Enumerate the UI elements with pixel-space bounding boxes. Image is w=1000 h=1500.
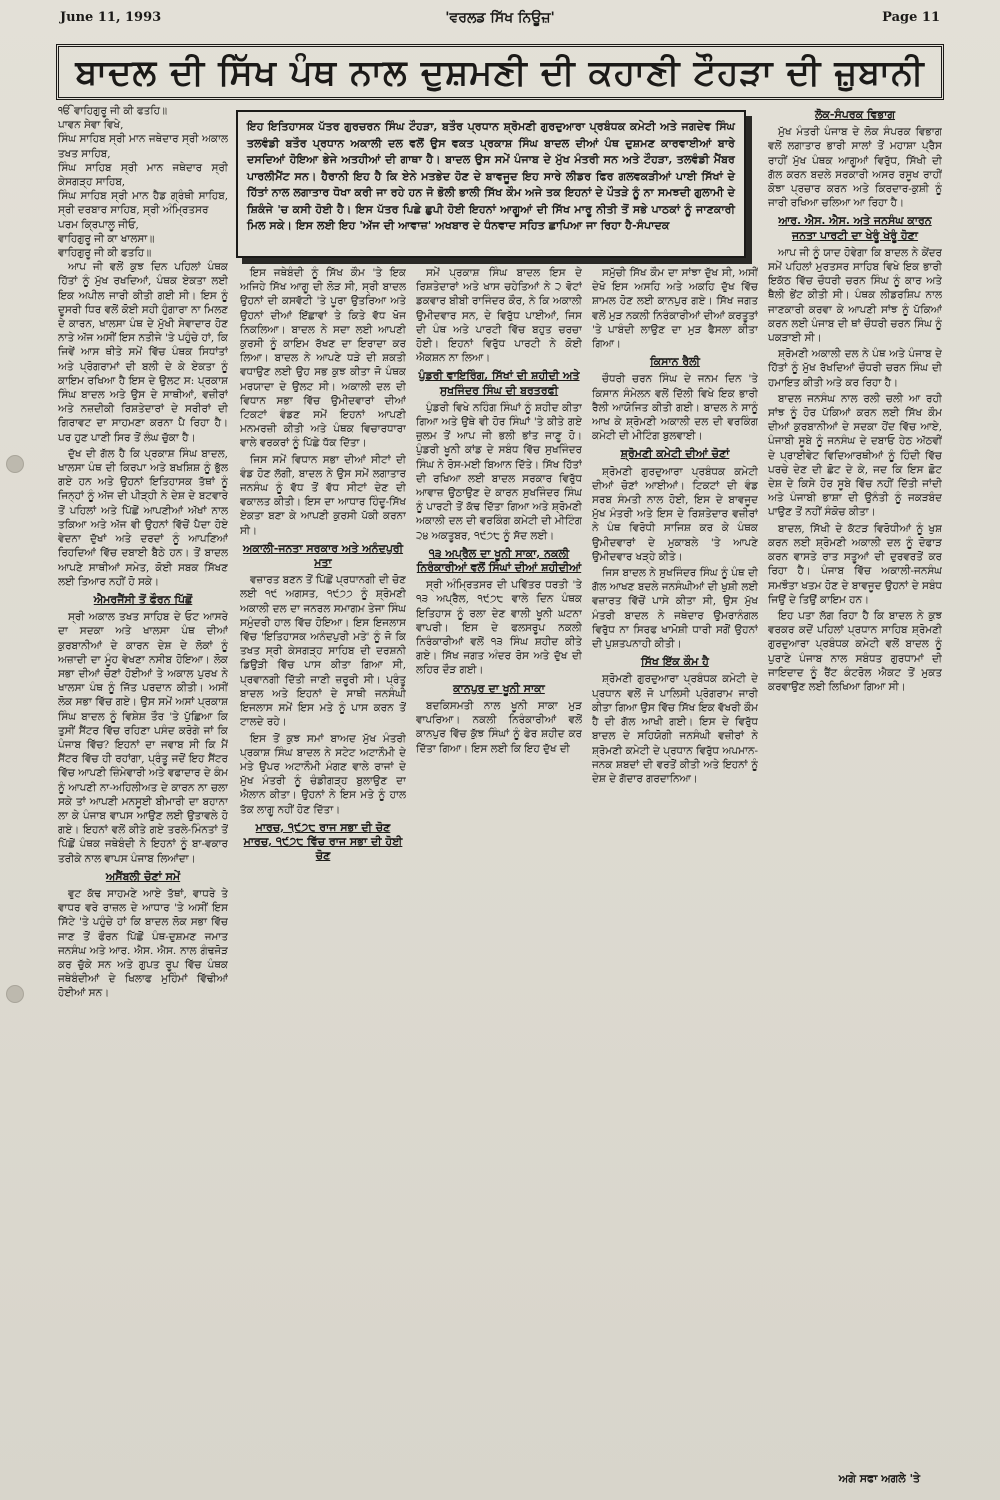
column-4 <box>592 266 758 1494</box>
paragraph: ਇਸ ਜਥੇਬੰਦੀ ਨੂੰ ਸਿੱਖ ਕੌਮ 'ਤੇ ਇਕ ਅਜਿਹੇ ਸਿੱਖ ਆਗੂ ਦੀ ਲੋੜ ਸੀ, ਸ੍ਰੀ ਬਾਦਲ ਉਹਨਾਂ ਦੀ ਕਸਵੱਟੀ 'ਤੇ ਪੂਰਾ ਉਤਰਿਆ ਅਤੇ ਉਹਨਾਂ ਦੀਆਂ ਇੱਛਾਵਾਂ ਤੇ ਕਿਤੇ ਵੱਧ ਖੋਜ ਨਿਕਲਿਆ। ਬਾਦਲ ਨੇ ਸਦਾ ਲਈ ਆਪਣੀ ਕੁਰਸੀ ਨੂੰ ਕਾਇਮ ਰੱਖਣ ਦਾ ਇਰਾਦਾ ਕਰ ਲਿਆ। ਬਾਦਲ ਨੇ ਆਪਣੇ ਧੜੇ ਦੀ ਸ਼ਕਤੀ ਵਧਾਉਣ ਲਈ ਉਹ ਸਭ ਕੁਝ ਕੀਤਾ ਜੋ ਪੰਥਕ ਮਰਯਾਦਾ ਦੇ ਉਲਟ ਸੀ। ਅਕਾਲੀ ਦਲ ਦੀ ਵਿਧਾਨ ਸਭਾ ਵਿੱਚ ਉਮੀਦਵਾਰਾਂ ਦੀਆਂ ਟਿਕਟਾਂ ਵੰਡਣ ਸਮੇਂ ਇਹਨਾਂ ਆਪਣੀ ਮਨਮਰਜ਼ੀ ਕੀਤੀ ਅਤੇ ਪੰਥਕ ਵਿਚਾਰਧਾਰਾ ਵਾਲੇ ਵਰਕਰਾਂ ਨੂੰ ਪਿੱਛੇ ਧੱਕ ਦਿੱਤਾ। <box>240 267 406 450</box>
issue-date: June 11, 1993 <box>60 10 162 25</box>
salutation-line: ਵਾਹਿਗੁਰੂ ਜੀ ਕਾ ਖਾਲਸਾ॥ <box>58 232 155 245</box>
paragraph: ਸਮੁੱਚੀ ਸਿੱਖ ਕੌਮ ਦਾ ਸਾਂਝਾ ਦੁੱਖ ਸੀ, ਅਸੀਂ ਦੇਖੋ ਇਸ ਅਸਹਿ ਅਤੇ ਅਕਹਿ ਦੁੱਖ ਵਿੱਚ ਸ਼ਾਮਲ ਹੋਣ ਲਈ ਕਾਨਪੁਰ ਗਏ। ਸਿੱਖ ਜਗਤ ਵਲੋਂ ਮੁੜ ਨਕਲੀ ਨਿਰੰਕਾਰੀਆਂ ਦੀਆਂ ਕਰਤੂਤਾਂ 'ਤੇ ਪਾਬੰਦੀ ਲਾਉਣ ਦਾ ਮੁੜ ਫੈਸਲਾ ਕੀਤਾ ਗਿਆ। <box>592 267 758 351</box>
headline: ਬਾਦਲ ਦੀ ਸਿੱਖ ਪੰਥ ਨਾਲ ਦੁਸ਼ਮਣੀ ਦੀ ਕਹਾਣੀ ਟੌਹੜਾ ਦੀ ਜ਼ੁਬਾਨੀ <box>56 44 944 100</box>
section-heading: ਮਾਰਚ, ੧੯੭੮ ਰਾਜ ਸਭਾ ਦੀ ਚੋਣ ਮਾਰਚ, ੧੯੭੮ ਵਿੱਚ ਰਾਜ ਸਭਾ ਦੀ ਹੋਈ ਚੋਣ <box>243 820 403 863</box>
paragraph: ਚੌਧਰੀ ਚਰਨ ਸਿੰਘ ਦੇ ਜਨਮ ਦਿਨ 'ਤੇ ਕਿਸਾਨ ਸੰਮੇਲਨ ਵਲੋਂ ਦਿੱਲੀ ਵਿਖੇ ਇਕ ਭਾਰੀ ਰੈਲੀ ਆਯੋਜਿਤ ਕੀਤੀ ਗਈ। ਬਾਦਲ ਨੇ ਸਾਨੂੰ ਆਖ ਕੇ ਸ਼੍ਰੋਮਣੀ ਅਕਾਲੀ ਦਲ ਦੀ ਵਰਕਿੰਗ ਕਮੇਟੀ ਦੀ ਮੀਟਿੰਗ ਬੁਲਵਾਈ। <box>592 373 758 443</box>
continued-label: ਅਗੇ ਸਫਾ ਅਗਲੇ 'ਤੇ <box>838 1472 920 1485</box>
paragraph: ਜਿਸ ਬਾਦਲ ਨੇ ਸੁਖਜਿੰਦਰ ਸਿੰਘ ਨੂੰ ਪੰਥ ਦੀ ਗੱਲ ਆਖਣ ਬਦਲੇ ਜਨਸੰਘੀਆਂ ਦੀ ਖੁਸ਼ੀ ਲਈ ਵਜ਼ਾਰਤ ਵਿੱਚੋਂ ਪਾਸੇ ਕੀਤਾ ਸੀ, ਉਸ ਮੁੱਖ ਮੰਤਰੀ ਬਾਦਲ ਨੇ ਜਥੇਦਾਰ ਉਮਰਾਨੰਗਲ ਵਿਰੁੱਧ ਨਾ ਸਿਰਫ ਖਾਮੋਸ਼ੀ ਧਾਰੀ ਸਗੋਂ ਉਹਨਾਂ ਦੀ ਪੁਸ਼ਤਪਨਾਹੀ ਕੀਤੀ। <box>592 567 758 651</box>
paragraph: ਪੁੰਡਰੀ ਵਿਖੇ ਨਹਿੰਗ ਸਿੰਘਾਂ ਨੂੰ ਸ਼ਹੀਦ ਕੀਤਾ ਗਿਆ ਅਤੇ ਉਥੇ ਵੀ ਹੋਰ ਸਿੰਘਾਂ 'ਤੇ ਕੀਤੇ ਗਏ ਜ਼ੁਲਮ ਤੋਂ ਆਪ ਜੀ ਭਲੀ ਭਾਂਤ ਜਾਣੂ ਹੋ। ਪੁੰਡਰੀ ਖੂਨੀ ਕਾਂਡ ਦੇ ਸਬੰਧ ਵਿੱਚ ਸੁਖਜਿੰਦਰ ਸਿੰਘ ਨੇ ਰੋਸ-ਮਈ ਬਿਆਨ ਦਿੱਤੇ। ਸਿੱਖ ਹਿੱਤਾਂ ਦੀ ਰਖਿਆ ਲਈ ਬਾਦਲ ਸਰਕਾਰ ਵਿਰੁੱਧ ਆਵਾਜ਼ ਉਠਾਉਣ ਦੇ ਕਾਰਨ ਸੁਖਜਿੰਦਰ ਸਿੰਘ ਨੂੰ ਪਾਰਟੀ ਤੋਂ ਕੱਢ ਦਿੱਤਾ ਗਿਆ ਅਤੇ ਸ਼੍ਰੋਮਣੀ ਅਕਾਲੀ ਦਲ ਦੀ ਵਰਕਿੰਗ ਕਮੇਟੀ ਦੀ ਮੀਟਿੰਗ ੨੪ ਅਕਤੂਬਰ, ੧੯੭੮ ਨੂੰ ਸੱਦ ਲਈ। <box>416 401 582 542</box>
paragraph: ਸਮੇਂ ਪ੍ਰਕਾਸ਼ ਸਿੰਘ ਬਾਦਲ ਇਸ ਦੇ ਰਿਸ਼ਤੇਦਾਰਾਂ ਅਤੇ ਖਾਸ ਚਹੇਤਿਆਂ ਨੇ ੨ ਵੋਟਾਂ ਡਕਵਾਰ ਬੀਬੀ ਰਾਜਿੰਦਰ ਕੌਰ, ਨੇ ਕਿ ਅਕਾਲੀ ਉਮੀਦਵਾਰ ਸਨ, ਦੇ ਵਿਰੁੱਧ ਪਾਈਆਂ, ਜਿਸ ਦੀ ਪੰਥ ਅਤੇ ਪਾਰਟੀ ਵਿੱਚ ਬਹੁਤ ਚਰਚਾ ਹੋਈ। ਇਹਨਾਂ ਵਿਰੁੱਧ ਪਾਰਟੀ ਨੇ ਕੋਈ ਐਕਸ਼ਨ ਨਾ ਲਿਆ। <box>416 267 582 365</box>
paragraph: ਜਿਸ ਸਮੇਂ ਵਿਧਾਨ ਸਭਾ ਦੀਆਂ ਸੀਟਾਂ ਦੀ ਵੰਡ ਹੋਣ ਲੱਗੀ, ਬਾਦਲ ਨੇ ਉਸ ਸਮੇਂ ਲਗਾਤਾਰ ਜਨਸੰਘ ਨੂੰ ਵੱਧ ਤੋਂ ਵੱਧ ਸੀਟਾਂ ਦੇਣ ਦੀ ਵਕਾਲਤ ਕੀਤੀ। ਇਸ ਦਾ ਆਧਾਰ ਹਿੰਦੂ-ਸਿੱਖ ਏਕਤਾ ਬਣਾ ਕੇ ਆਪਣੀ ਕੁਰਸੀ ਪੱਕੀ ਕਰਨਾ ਸੀ। <box>240 453 406 537</box>
section-heading: ੧੩ ਅਪ੍ਰੈਲ ਦਾ ਖੂਨੀ ਸਾਕਾ, ਨਕਲੀ ਨਿਰੰਕਾਰੀਆਂ ਵਲੋਂ ਸਿੰਘਾਂ ਦੀਆਂ ਸ਼ਹੀਦੀਆਂ <box>416 546 582 575</box>
paragraph: ਸ੍ਰੀ ਅੰਮ੍ਰਿਤਸਰ ਦੀ ਪਵਿੱਤਰ ਧਰਤੀ 'ਤੇ ੧੩ ਅਪ੍ਰੈਲ, ੧੯੭੮ ਵਾਲੇ ਦਿਨ ਪੰਥਕ ਇਤਿਹਾਸ ਨੂੰ ਰਲਾ ਦੇਣ ਵਾਲੀ ਖੂਨੀ ਘਟਨਾ ਵਾਪਰੀ। ਇਸ ਦੇ ਫਲਸਰੂਪ ਨਕਲੀ ਨਿਰੰਕਾਰੀਆਂ ਵਲੋਂ ੧੩ ਸਿੰਘ ਸ਼ਹੀਦ ਕੀਤੇ ਗਏ। ਸਿੱਖ ਜਗਤ ਅੰਦਰ ਰੋਸ ਅਤੇ ਦੁੱਖ ਦੀ ਲਹਿਰ ਦੌੜ ਗਈ। <box>416 579 582 677</box>
section-heading: ਲੋਕ-ਸੰਪਰਕ ਵਿਭਾਗ <box>814 108 896 121</box>
salutation-line: ਪਰਮ ਕ੍ਰਿਪਾਲੂ ਜੀਓ, <box>58 218 139 231</box>
column-5 <box>768 104 942 1474</box>
paragraph: ਵਜ਼ਾਰਤ ਬਣਨ ਤੋਂ ਪਿੱਛੋਂ ਪ੍ਰਧਾਨਗੀ ਦੀ ਚੋਣ ਲਈ ੧੯ ਅਗਸਤ, ੧੯੭੭ ਨੂੰ ਸ਼੍ਰੋਮਣੀ ਅਕਾਲੀ ਦਲ ਦਾ ਜਨਰਲ ਸਮਾਗਮ ਤੇਜਾ ਸਿੰਘ ਸਮੁੰਦਰੀ ਹਾਲ ਵਿੱਚ ਹੋਇਆ। ਇਸ ਇਜਲਾਸ ਵਿੱਚ 'ਇਤਿਹਾਸਕ ਅਨੰਦਪੁਰੀ ਮਤੇ' ਨੂੰ ਜੋ ਕਿ ਤਖਤ ਸ੍ਰੀ ਕੇਸਗੜ੍ਹ ਸਾਹਿਬ ਦੀ ਦਰਸ਼ਨੀ ਡਿਉੜੀ ਵਿੱਚ ਪਾਸ ਕੀਤਾ ਗਿਆ ਸੀ, ਪ੍ਰਵਾਨਗੀ ਦਿੱਤੀ ਜਾਣੀ ਜ਼ਰੂਰੀ ਸੀ। ਪ੍ਰੰਤੂ ਬਾਦਲ ਅਤੇ ਇਹਨਾਂ ਦੇ ਸਾਥੀ ਜਨਸੰਘੀ ਇਜਲਾਸ ਸਮੇਂ ਇਸ ਮਤੇ ਨੂੰ ਪਾਸ ਕਰਨ ਤੋਂ ਟਾਲਦੇ ਰਹੇ। <box>240 574 406 729</box>
paragraph: ਬਦਕਿਸਮਤੀ ਨਾਲ ਖੂਨੀ ਸਾਕਾ ਮੁੜ ਵਾਪਰਿਆ। ਨਕਲੀ ਨਿਰੰਕਾਰੀਆਂ ਵਲੋਂ ਕਾਨਪੁਰ ਵਿੱਚ ਕੁੱਝ ਸਿੰਘਾਂ ਨੂੰ ਫੇਰ ਸ਼ਹੀਦ ਕਰ ਦਿੱਤਾ ਗਿਆ। ਇਸ ਲਈ ਕਿ ਇਹ ਦੁੱਖ ਦੀ <box>416 699 582 755</box>
column-1 <box>58 104 228 1494</box>
intro-box: ਇਹ ਇਤਿਹਾਸਕ ਪੱਤਰ ਗੁਰਚਰਨ ਸਿੰਘ ਟੌਹੜਾ, ਬਤੌਰ ਪ੍ਰਧਾਨ ਸ਼੍ਰੋਮਣੀ ਗੁਰਦੁਆਰਾ ਪ੍ਰਬੰਧਕ ਕਮੇਟੀ ਅਤੇ ਜਗਦੇਵ ਸਿੰਘ ਤਲਵੰਡੀ ਬਤੌਰ ਪ੍ਰਧਾਨ ਅਕਾਲੀ ਦਲ ਵਲੋਂ ਉਸ ਵਕਤ ਪ੍ਰਕਾਸ਼ ਸਿੰਘ ਬਾਦਲ ਦੀਆਂ ਪੰਥ ਦੁਸ਼ਮਣ ਕਾਰਵਾਈਆਂ ਬਾਰੇ ਦਸਦਿਆਂ ਹੋਇਆ ਭੇਜੇ ਅਤਹੀਆਂ ਦੀ ਗਾਥਾ ਹੈ। ਬਾਦਲ ਉਸ ਸਮੇਂ ਪੰਜਾਬ ਦੇ ਮੁੱਖ ਮੰਤਰੀ ਸਨ ਅਤੇ ਟੌਹੜਾ, ਤਲਵੰਡੀ ਮੈਂਬਰ ਪਾਰਲੀਮੈਂਟ ਸਨ। ਹੈਰਾਨੀ ਇਹ ਹੈ ਕਿ ਏਨੇ ਮਤਭੇਦ ਹੋਣ ਦੇ ਬਾਵਜੂਦ ਇਹ ਸਾਰੇ ਲੀਡਰ ਫਿਰ ਗਲਵਕੜੀਆਂ ਪਾਈ ਸਿੱਖਾਂ ਦੇ ਹਿੱਤਾਂ ਨਾਲ ਲਗਾਤਾਰ ਧੋਖਾ ਕਰੀ ਜਾ ਰਹੇ ਹਨ ਜੋ ਭੋਲੀ ਭਾਲੀ ਸਿੱਖ ਕੌਮ ਅਜੇ ਤਕ ਇਹਨਾਂ ਦੇ ਪੌਤੜੇ ਨੂੰ ਨਾ ਸਮਝਦੀ ਗੁਲਾਮੀ ਦੇ ਸ਼ਿਕੰਜੇ 'ਚ ਕਸੀ ਹੋਈ ਹੈ। ਇਸ ਪੱਤਰ ਪਿਛੇ ਛੁਪੀ ਹੋਈ ਇਹਨਾਂ ਆਗੂਆਂ ਦੀ ਸਿੱਖ ਮਾਰੂ ਨੀਤੀ ਤੋਂ ਸਭੇ ਪਾਠਕਾਂ ਨੂੰ ਜਾਣਕਾਰੀ ਮਿਲ ਸਕੇ। ਇਸ ਲਈ ਇਹ 'ਅੱਜ ਦੀ ਆਵਾਜ਼' ਅਖਬਾਰ ਦੇ ਧੰਨਵਾਦ ਸਹਿਤ ਛਾਪਿਆ ਜਾ ਰਿਹਾ ਹੈ-ਸੰਪਾਦਕ <box>236 110 746 258</box>
salutation-line: ਸਿੰਘ ਸਾਹਿਬ ਸ੍ਰੀ ਮਾਨ ਜਥੇਦਾਰ ਸ੍ਰੀ ਅਕਾਲ ਤਖਤ ਸਾਹਿਬ, <box>58 133 228 160</box>
paragraph: ਸ੍ਰੀ ਅਕਾਲ ਤਖਤ ਸਾਹਿਬ ਦੇ ਓਟ ਆਸਰੇ ਦਾ ਸਦਕਾ ਅਤੇ ਖਾਲਸਾ ਪੰਥ ਦੀਆਂ ਕੁਰਬਾਨੀਆਂ ਦੇ ਕਾਰਨ ਦੇਸ਼ ਦੇ ਲੋਕਾਂ ਨੂੰ ਅਜ਼ਾਦੀ ਦਾ ਮੂੰਹ ਵੇਖਣਾ ਨਸੀਬ ਹੋਇਆ। ਲੋਕ ਸਭਾ ਦੀਆਂ ਚੋਣਾਂ ਹੋਈਆਂ ਤੇ ਅਕਾਲ ਪੁਰਖ ਨੇ ਖਾਲਸਾ ਪੰਥ ਨੂੰ ਜਿੱਤ ਪਰਦਾਨ ਕੀਤੀ। ਅਸੀਂ ਲੋਕ ਸਭਾ ਵਿੱਚ ਗਏ। ਉਸ ਸਮੇਂ ਅਸਾਂ ਪ੍ਰਕਾਸ਼ ਸਿੰਘ ਬਾਦਲ ਨੂੰ ਵਿਸ਼ੇਸ਼ ਤੌਰ 'ਤੇ ਪੁੱਛਿਆ ਕਿ ਤੁਸੀਂ ਸੈਂਟਰ ਵਿੱਚ ਰਹਿਣਾ ਪਸੰਦ ਕਰੋਗੇ ਜਾਂ ਕਿ ਪੰਜਾਬ ਵਿੱਚ? ਇਹਨਾਂ ਦਾ ਜਵਾਬ ਸੀ ਕਿ ਮੈਂ ਸੈਂਟਰ ਵਿੱਚ ਹੀ ਰਹਾਂਗਾ, ਪ੍ਰੰਤੂ ਜਦੋਂ ਇਹ ਸੈਂਟਰ ਵਿੱਚ ਆਪਣੀ ਜ਼ਿੰਮੇਵਾਰੀ ਅਤੇ ਵਫਾਦਾਰ ਦੇ ਕੰਮ ਨੂੰ ਆਪਣੀ ਨਾ-ਅਹਿਲੀਅਤ ਦੇ ਕਾਰਨ ਨਾ ਚਲਾ ਸਕੇ ਤਾਂ ਆਪਣੀ ਮਨਸੂਈ ਬੀਮਾਰੀ ਦਾ ਬਹਾਨਾ ਲਾ ਕੇ ਪੰਜਾਬ ਵਾਪਸ ਆਉਣ ਲਈ ਉਤਾਵਲੇ ਹੋ ਗਏ। ਇਹਨਾਂ ਵਲੋਂ ਕੀਤੇ ਗਏ ਤਰਲੇ-ਮਿੰਨਤਾਂ ਤੋਂ ਪਿੱਛੋਂ ਪੰਥਕ ਜਥੇਬੰਦੀ ਨੇ ਇਹਨਾਂ ਨੂੰ ਬਾ-ਵਕਾਰ ਤਰੀਕੇ ਨਾਲ ਵਾਪਸ ਪੰਜਾਬ ਲਿਆਂਦਾ। <box>58 611 228 865</box>
salutation-line: ੴ ਵਾਹਿਗੁਰੂ ਜੀ ਕੀ ਫਤਹਿ॥ <box>58 105 168 117</box>
punch-hole <box>6 455 24 473</box>
section-heading: ਅਸੈਂਬਲੀ ਚੋਣਾਂ ਸਮੇਂ <box>105 869 181 883</box>
paragraph: ਆਪ ਜੀ ਵਲੋਂ ਕੁਝ ਦਿਨ ਪਹਿਲਾਂ ਪੰਥਕ ਹਿੱਤਾਂ ਨੂੰ ਮੁੱਖ ਰਖਦਿਆਂ, ਪੰਥਕ ਏਕਤਾ ਲਈ ਇਕ ਅਪੀਲ ਜਾਰੀ ਕੀਤੀ ਗਈ ਸੀ। ਇਸ ਨੂੰ ਦੂਸਰੀ ਧਿਰ ਵਲੋਂ ਕੋਈ ਸਹੀ ਹੁੰਗਾਰਾ ਨਾ ਮਿਲਣ ਦੇ ਕਾਰਨ, ਖਾਲਸਾ ਪੰਥ ਦੇ ਮੁੱਖੀ ਸੇਵਾਦਾਰ ਹੋਣ ਨਾਤੇ ਅੱਜ ਅਸੀਂ ਇਸ ਨਤੀਜੇ 'ਤੇ ਪਹੁੰਚੇ ਹਾਂ, ਕਿ ਜਿਵੇਂ ਆਸ ਥੀਤੇ ਸਮੇਂ ਵਿੱਚ ਪੰਥਕ ਸਿਧਾਂਤਾਂ ਅਤੇ ਪ੍ਰੋਗਰਾਮਾਂ ਦੀ ਬਲੀ ਦੇ ਕੇ ਏਕਤਾ ਨੂੰ ਕਾਇਮ ਰਖਿਆ ਹੈ ਇਸ ਦੇ ਉਲਟ ਸ: ਪ੍ਰਕਾਸ਼ ਸਿੰਘ ਬਾਦਲ ਅਤੇ ਉਸ ਦੇ ਸਾਥੀਆਂ, ਵਜ਼ੀਰਾਂ ਅਤੇ ਨਜ਼ਦੀਕੀ ਰਿਸ਼ਤੇਦਾਰਾਂ ਦੇ ਸਰੀਰਾਂ ਦੀ ਗਿਰਾਵਟ ਦਾ ਸਾਹਮਣਾ ਕਰਨਾ ਪੈ ਰਿਹਾ ਹੈ। ਪਰ ਹੁਣ ਪਾਣੀ ਸਿਰ ਤੋਂ ਲੰਘ ਚੁੱਕਾ ਹੈ। <box>58 261 228 444</box>
column-3 <box>416 266 582 1494</box>
page-header <box>60 10 940 34</box>
paragraph: ਦੁੱਖ ਦੀ ਗੱਲ ਹੈ ਕਿ ਪ੍ਰਕਾਸ਼ ਸਿੰਘ ਬਾਦਲ, ਖਾਲਸਾ ਪੰਥ ਦੀ ਕਿਰਪਾ ਅਤੇ ਬਖਸ਼ਿਸ਼ ਨੂੰ ਭੁੱਲ ਗਏ ਹਨ ਅਤੇ ਉਹਨਾਂ ਇਤਿਹਾਸਕ ਤੱਥਾਂ ਨੂੰ ਜਿਨ੍ਹਾਂ ਨੂੰ ਅੱਜ ਦੀ ਪੀੜ੍ਹੀ ਨੇ ਦੇਸ਼ ਦੇ ਬਟਵਾਰੇ ਤੋਂ ਪਹਿਲਾਂ ਅਤੇ ਪਿੱਛੋਂ ਆਪਣੀਆਂ ਅੱਖਾਂ ਨਾਲ ਤਕਿਆ ਅਤੇ ਅੱਜ ਵੀ ਉਹਨਾਂ ਵਿੱਚੋਂ ਪੈਦਾ ਹੋਏ ਵੇਦਨਾ ਦੁੱਖਾਂ ਅਤੇ ਦਰਦਾਂ ਨੂੰ ਆਪਣਿਆਂ ਰਿਹਦਿਆਂ ਵਿੱਚ ਦਬਾਈ ਬੈਠੇ ਹਨ। ਤੋਂ ਬਾਦਲ ਆਪਣੇ ਸਾਥੀਆਂ ਸਮੇਤ, ਕੋਈ ਸਬਕ ਸਿੱਖਣ ਲਈ ਤਿਆਰ ਨਹੀਂ ਹੋ ਸਕੇ। <box>58 447 228 588</box>
salutation-line: ਪਾਵਨ ਸੇਵਾ ਵਿਖੇ, <box>58 119 124 132</box>
salutation-line: ਸਿੰਘ ਸਾਹਿਬ ਸ੍ਰੀ ਮਾਨ ਹੈਡ ਗ੍ਰੰਥੀ ਸਾਹਿਬ, ਸ੍ਰੀ ਦਰਬਾਰ ਸਾਹਿਬ, ਸ੍ਰੀ ਅੰਮ੍ਰਿਤਸਰ <box>58 190 228 217</box>
section-heading: ਐਮਰਜੈਂਸੀ ਤੋਂ ਫੌਰਨ ਪਿੱਛੋਂ <box>93 592 193 606</box>
paragraph: ਇਸ ਤੋਂ ਕੁਝ ਸਮਾਂ ਬਾਅਦ ਮੁੱਖ ਮੰਤਰੀ ਪ੍ਰਕਾਸ਼ ਸਿੰਘ ਬਾਦਲ ਨੇ ਸਟੇਟ ਅਟਾਨੌਮੀ ਦੇ ਮਤੇ ਉਪਰ ਅਟਾਨੌਮੀ ਮੰਗਣ ਵਾਲੇ ਰਾਜਾਂ ਦੇ ਮੁੱਖ ਮੰਤਰੀ ਨੂੰ ਚੰਡੀਗੜ੍ਹ ਬੁਲਾਉਣ ਦਾ ਐਲਾਨ ਕੀਤਾ। ਉਹਨਾਂ ਨੇ ਇਸ ਮਤੇ ਨੂੰ ਹਾਲ ਤੱਕ ਲਾਗੂ ਨਹੀਂ ਹੋਣ ਦਿੱਤਾ। <box>240 732 406 816</box>
paragraph: ਸ਼੍ਰੋਮਣੀ ਗੁਰਦੁਆਰਾ ਪ੍ਰਬੰਧਕ ਕਮੇਟੀ ਦੀਆਂ ਚੋਣਾਂ ਆਈਆਂ। ਟਿਕਟਾਂ ਦੀ ਵੰਡ ਸਰਬ ਸੰਮਤੀ ਨਾਲ ਹੋਈ, ਇਸ ਦੇ ਬਾਵਜੂਦ ਮੁੱਖ ਮੰਤਰੀ ਅਤੇ ਇਸ ਦੇ ਰਿਸ਼ਤੇਦਾਰ ਵਜ਼ੀਰਾਂ ਨੇ ਪੰਥ ਵਿਰੋਧੀ ਸਾਜਿਸ਼ ਕਰ ਕੇ ਪੰਥਕ ਉਮੀਦਵਾਰਾਂ ਦੇ ਮੁਕਾਬਲੇ 'ਤੇ ਆਪਣੇ ਉਮੀਦਵਾਰ ਖੜ੍ਹੇ ਕੀਤੇ। <box>592 465 758 563</box>
paragraph: ਸ਼੍ਰੋਮਣੀ ਅਕਾਲੀ ਦਲ ਨੇ ਪੰਥ ਅਤੇ ਪੰਜਾਬ ਦੇ ਹਿੱਤਾਂ ਨੂੰ ਮੁੱਖ ਰੱਖਦਿਆਂ ਚੌਧਰੀ ਚਰਨ ਸਿੰਘ ਦੀ ਹਮਾਇਤ ਕੀਤੀ ਅਤੇ ਕਰ ਰਿਹਾ ਹੈ। <box>768 348 942 389</box>
paragraph: ਵੁਟ ਕੱਢ ਸਾਹਮਣੇ ਆਏ ਤੱਥਾਂ, ਵਾਧਰੇ ਤੇ ਵਾਧਰ ਵਰੇ ਰਾਜ਼ਲ ਦੇ ਆਧਾਰ 'ਤੇ ਅਸੀਂ ਇਸ ਸਿੱਟੇ 'ਤੇ ਪਹੁੰਚੇ ਹਾਂ ਕਿ ਬਾਦਲ ਲੋਕ ਸਭਾ ਵਿੱਚ ਜਾਣ ਤੋਂ ਫੌਰਨ ਪਿੱਛੋਂ ਪੰਥ-ਦੁਸ਼ਮਣ ਜਮਾਤ ਜਨਸੰਘ ਅਤੇ ਆਰ. ਐਸ. ਐਸ. ਨਾਲ ਗੰਢਜੋੜ ਕਰ ਚੁੱਕੇ ਸਨ ਅਤੇ ਗੁਪਤ ਰੂਪ ਵਿੱਚ ਪੰਥਕ ਜਥੇਬੰਦੀਆਂ ਦੇ ਖਿਲਾਫ ਮੁਹਿੰਮਾਂ ਵਿੱਢੀਆਂ ਹੋਈਆਂ ਸਨ। <box>58 887 228 1000</box>
section-heading: ਅਕਾਲੀ-ਜਨਤਾ ਸਰਕਾਰ ਅਤੇ ਅਨੰਦਪੁਰੀ ਮਤਾ <box>242 541 404 570</box>
paragraph: ਮੁੱਖ ਮੰਤਰੀ ਪੰਜਾਬ ਦੇ ਲੋਕ ਸੰਪਰਕ ਵਿਭਾਗ ਵਲੋਂ ਲਗਾਤਾਰ ਭਾਰੀ ਸਾਲਾਂ ਤੋਂ ਮਹਾਸ਼ਾ ਪ੍ਰੈਸ ਰਾਹੀਂ ਮੁੱਖ ਪੰਥਕ ਆਗੂਆਂ ਵਿਰੁੱਧ, ਸਿੱਖੀ ਦੀ ਗੱਲ ਕਰਨ ਬਦਲੇ ਸਰਕਾਰੀ ਅਸਰ ਰਸੂਖ ਰਾਹੀਂ ਕੋਝਾ ਪ੍ਰਚਾਰ ਕਰਨ ਅਤੇ ਕਿਰਦਾਰ-ਕੁਸ਼ੀ ਨੂੰ ਜਾਰੀ ਰਖਿਆ ਚਲਿਆ ਆ ਰਿਹਾ ਹੈ। <box>768 126 942 210</box>
paragraph: ਸ਼੍ਰੋਮਣੀ ਗੁਰਦੁਆਰਾ ਪ੍ਰਬੰਧਕ ਕਮੇਟੀ ਦੇ ਪ੍ਰਧਾਨ ਵਲੋਂ ਜੋ ਪਾਲਿਸੀ ਪ੍ਰੋਗਰਾਮ ਜਾਰੀ ਕੀਤਾ ਗਿਆ ਉਸ ਵਿੱਚ ਸਿੱਖ ਇਕ ਵੱਖਰੀ ਕੌਮ ਹੈ ਦੀ ਗੱਲ ਆਖੀ ਗਈ। ਇਸ ਦੇ ਵਿਰੁੱਧ ਬਾਦਲ ਦੇ ਸਹਿਯੋਗੀ ਜਨਸੰਘੀ ਵਜ਼ੀਰਾਂ ਨੇ ਸ਼੍ਰੋਮਣੀ ਕਮੇਟੀ ਦੇ ਪ੍ਰਧਾਨ ਵਿਰੁੱਧ ਅਪਮਾਨ-ਜਨਕ ਸ਼ਬਦਾਂ ਦੀ ਵਰਤੋਂ ਕੀਤੀ ਅਤੇ ਇਹਨਾਂ ਨੂੰ ਦੇਸ਼ ਦੇ ਗੱਦਾਰ ਗਰਦਾਨਿਆ। <box>592 673 758 785</box>
section-heading: ਕਿਸਾਨ ਰੈਲੀ <box>650 355 700 369</box>
section-heading: ਕਾਨਪੁਰ ਦਾ ਖੂਨੀ ਸਾਕਾ <box>453 681 545 695</box>
paper-name: 'ਵਰਲਡ ਸਿੱਖ ਨਿਊਜ਼' <box>445 10 555 26</box>
section-heading: ਪੁੰਡਰੀ ਵਾਇਰਿੰਗ, ਸਿੱਖਾਂ ਦੀ ਸ਼ਹੀਦੀ ਅਤੇ ਸੁਖਜਿੰਦਰ ਸਿੰਘ ਦੀ ਬਰਤਰਫੀ <box>418 369 580 397</box>
section-heading: ਸ਼੍ਰੋਮਣੀ ਕਮੇਟੀ ਦੀਆਂ ਚੋਣਾਂ <box>620 447 730 461</box>
section-heading: ਆਰ. ਐਸ. ਐਸ. ਅਤੇ ਜਨਸੰਘ ਕਾਰਨ ਜਨਤਾ ਪਾਰਟੀ ਦਾ ਖੇਰੂੰ ਖੇਰੂੰ ਹੋਣਾ <box>778 214 932 242</box>
paragraph: ਇਹ ਪਤਾ ਲੱਗ ਰਿਹਾ ਹੈ ਕਿ ਬਾਦਲ ਨੇ ਕੁਝ ਵਰਕਰ ਕਦੋਂ ਪਹਿਲਾਂ ਪ੍ਰਧਾਨ ਸਾਹਿਬ ਸ਼੍ਰੋਮਣੀ ਗੁਰਦੁਆਰਾ ਪ੍ਰਬੰਧਕ ਕਮੇਟੀ ਵਲੋਂ ਬਾਦਲ ਨੂੰ ਪੁਰਾਣੇ ਪੰਜਾਬ ਨਾਲ ਸਬੰਧਤ ਗੁਰਧਾਮਾਂ ਦੀ ਜਾਇਦਾਦ ਨੂੰ ਰੈਂਟ ਕੰਟਰੋਲ ਐਕਟ ਤੋਂ ਮੁਕਤ ਕਰਵਾਉਣ ਲਈ ਲਿਖਿਆ ਗਿਆ ਸੀ। <box>768 609 942 693</box>
punch-hole <box>6 985 24 1003</box>
salutation-line: ਵਾਹਿਗੁਰੂ ਜੀ ਕੀ ਫਤਹਿ॥ <box>58 247 152 260</box>
column-2 <box>240 266 406 1494</box>
salutation <box>58 104 228 260</box>
section-heading: ਸਿੱਖ ਇੱਕ ਕੌਮ ਹੈ <box>641 655 709 669</box>
paragraph: ਬਾਦਲ, ਸਿੱਖੀ ਦੇ ਕੱਟੜ ਵਿਰੋਧੀਆਂ ਨੂੰ ਖੁਸ਼ ਕਰਨ ਲਈ ਸ਼੍ਰੋਮਣੀ ਅਕਾਲੀ ਦਲ ਨੂੰ ਦੋਫਾੜ ਕਰਨ ਵਾਸਤੇ ਰਾਤ ਸਤੂਆਂ ਦੀ ਦੁਰਵਰਤੋਂ ਕਰ ਰਿਹਾ ਹੈ। ਪੰਜਾਬ ਵਿੱਚ ਅਕਾਲੀ-ਜਨਸੰਘ ਸਮਝੌਤਾ ਖਤਮ ਹੋਣ ਦੇ ਬਾਵਜੂਦ ਉਹਨਾਂ ਦੇ ਸਬੰਧ ਜਿਉਂ ਦੇ ਤਿਉਂ ਕਾਇਮ ਹਨ। <box>768 522 942 606</box>
paragraph: ਆਪ ਜੀ ਨੂੰ ਯਾਦ ਹੋਵੇਗਾ ਕਿ ਬਾਦਲ ਨੇ ਕੇਂਦਰ ਸਮੇਂ ਪਹਿਲਾਂ ਮੁਰਤਸਰ ਸਾਹਿਬ ਵਿਖੇ ਇਕ ਭਾਰੀ ਇਕੱਠ ਵਿੱਚ ਚੌਧਰੀ ਚਰਨ ਸਿੰਘ ਨੂੰ ਕਾਰ ਅਤੇ ਥੈਲੀ ਭੇਂਟ ਕੀਤੀ ਸੀ। ਪੰਥਕ ਲੀਡਰਸ਼ਿਪ ਨਾਲ ਜਾਣਕਾਰੀ ਕਰਵਾ ਕੇ ਆਪਣੀ ਸਾਂਝ ਨੂੰ ਪੱਕਿਆਂ ਕਰਨ ਲਈ ਪੰਜਾਬ ਦੀ ਥਾਂ ਚੌਧਰੀ ਚਰਨ ਸਿੰਘ ਨੂੰ ਪਕੜਾਈ ਸੀ। <box>768 246 942 345</box>
page-number: Page 11 <box>882 10 940 25</box>
salutation-line: ਸਿੰਘ ਸਾਹਿਬ ਸ੍ਰੀ ਮਾਨ ਜਥੇਦਾਰ ਸ੍ਰੀ ਕੇਸਗੜ੍ਹ ਸਾਹਿਬ, <box>58 161 228 189</box>
paragraph: ਬਾਦਲ ਜਨਸੰਘ ਨਾਲ ਰਲੀ ਚਲੀ ਆ ਰਹੀ ਸਾਂਝ ਨੂੰ ਹੋਰ ਪੱਕਿਆਂ ਕਰਨ ਲਈ ਸਿੱਖ ਕੌਮ ਦੀਆਂ ਕੁਰਬਾਨੀਆਂ ਦੇ ਸਦਕਾ ਹੋਂਦ ਵਿੱਚ ਆਏ, ਪੰਜਾਬੀ ਸੂਬੇ ਨੂੰ ਜਨਸੰਘ ਦੇ ਦਬਾਓ ਹੇਠ ਅੱਠਵੀਂ ਦੇ ਪ੍ਰਾਈਵੇਟ ਵਿਦਿਆਰਥੀਆਂ ਨੂੰ ਹਿੰਦੀ ਵਿੱਚ ਪਰਚੇ ਦੇਣ ਦੀ ਛੋਟ ਦੇ ਕੇ, ਜਦ ਕਿ ਇਸ ਛੋਟ ਦੇਸ਼ ਦੇ ਕਿਸੇ ਹੋਰ ਸੂਬੇ ਵਿੱਚ ਨਹੀਂ ਦਿੱਤੀ ਜਾਂਦੀ ਅਤੇ ਪੰਜਾਬੀ ਭਾਸ਼ਾ ਦੀ ਉਨੰਤੀ ਨੂੰ ਜਕੜਬੰਦ ਪਾਉਣ ਤੋਂ ਨਹੀਂ ਸੰਕੋਚ ਕੀਤਾ। <box>768 392 942 519</box>
